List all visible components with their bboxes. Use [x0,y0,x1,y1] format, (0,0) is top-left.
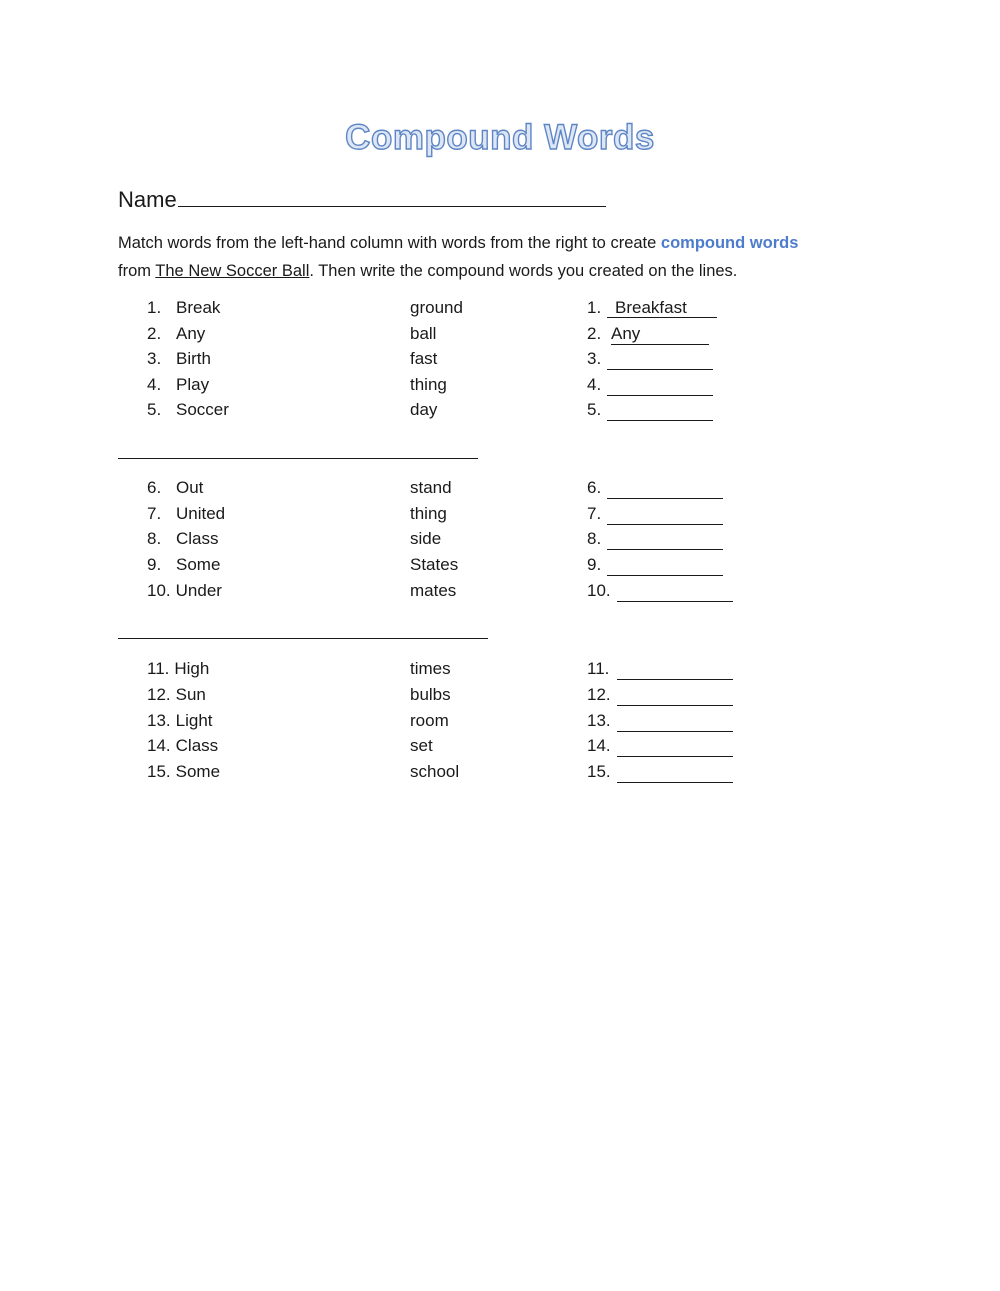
book-title: The New Soccer Ball [155,262,310,280]
answer-number: 4. [587,375,602,394]
item-number: 10. [147,581,171,600]
left-word: Light [175,711,213,730]
answer-line[interactable] [617,659,733,680]
answer-line[interactable] [617,685,733,706]
item-number: 4. [147,375,162,394]
list-item [0,298,1000,324]
instructions [118,229,898,285]
left-word: Out [176,478,204,497]
left-word: Play [176,375,210,394]
answer-number: 10. [587,581,611,600]
list-item [0,736,1000,762]
list-item [0,762,1000,788]
list-item [0,375,1000,401]
list-item [0,529,1000,555]
right-word: thing [410,504,447,523]
left-word: Any [176,324,206,343]
right-word: school [410,762,460,781]
answer-line[interactable] [617,762,733,783]
right-word: bulbs [410,685,451,704]
left-word: Under [175,581,222,600]
list-item [0,349,1000,375]
instructions-highlight: compound words [660,234,799,252]
answer-number: 2. [587,324,602,343]
answer-line[interactable] [607,400,713,421]
answer-line[interactable] [617,581,733,602]
left-word: Some [175,762,221,781]
list-item [0,659,1000,685]
item-number: 12. [147,685,171,704]
name-input-line[interactable] [178,184,606,207]
section-divider [118,638,488,639]
left-word: United [176,504,226,523]
answer-line[interactable] [607,529,723,550]
instructions-text-before: Match words from the left-hand column with words from the right to create [118,234,661,252]
answer-number: 13. [587,711,611,730]
worksheet-title: Compound Words [345,118,655,157]
answer-number: 9. [587,555,602,574]
right-word: fast [410,349,438,368]
list-item [0,324,1000,350]
item-number: 9. [147,555,162,574]
name-field-row [118,184,606,213]
answer-line[interactable] [617,736,733,757]
answer-line[interactable] [607,504,723,525]
answer-line[interactable] [607,555,723,576]
list-item [0,478,1000,504]
answer-line[interactable]: Breakfast [607,298,717,318]
answer-line[interactable] [607,375,713,396]
right-word: set [410,736,433,755]
answer-number: 3. [587,349,602,368]
answer-number: 1. [587,298,602,317]
right-word: ground [410,298,463,317]
right-word: side [410,529,442,548]
left-word: Sun [175,685,206,704]
left-word: Soccer [176,400,229,419]
item-number: 3. [147,349,162,368]
right-word: stand [410,478,452,497]
left-word: High [174,659,210,678]
right-word: times [410,659,451,678]
item-number: 8. [147,529,162,548]
left-word: Class [176,529,219,548]
right-word: room [410,711,449,730]
item-number: 1. [147,298,162,317]
list-item [0,711,1000,737]
right-word: thing [410,375,447,394]
right-word: ball [410,324,437,343]
answer-number: 12. [587,685,611,704]
instructions-from: from [118,262,156,280]
answer-line[interactable] [617,711,733,732]
answer-line[interactable] [607,349,713,370]
section-divider [118,458,478,459]
right-word: mates [410,581,457,600]
name-label: Name [118,187,177,212]
answer-number: 5. [587,400,602,419]
list-item [0,581,1000,607]
left-word: Some [176,555,221,574]
left-word: Class [175,736,219,755]
left-word: Birth [176,349,211,368]
answer-number: 8. [587,529,602,548]
item-number: 7. [147,504,162,523]
right-word: States [410,555,459,574]
answer-number: 14. [587,736,611,755]
item-number: 6. [147,478,162,497]
list-item [0,504,1000,530]
list-item [0,400,1000,426]
item-number: 13. [147,711,171,730]
answer-line[interactable] [607,478,723,499]
item-number: 14. [147,736,171,755]
right-word: day [410,400,438,419]
answer-number: 11. [587,659,610,678]
item-number: 11. [147,659,170,678]
answer-line[interactable]: Any [611,324,709,345]
answer-number: 7. [587,504,602,523]
instructions-text-after: . Then write the compound words you created on the lines. [309,262,738,280]
list-item [0,685,1000,711]
answer-number: 6. [587,478,602,497]
item-number: 15. [147,762,171,781]
answer-number: 15. [587,762,611,781]
left-word: Break [176,298,221,317]
list-item [0,555,1000,581]
item-number: 2. [147,324,162,343]
item-number: 5. [147,400,162,419]
